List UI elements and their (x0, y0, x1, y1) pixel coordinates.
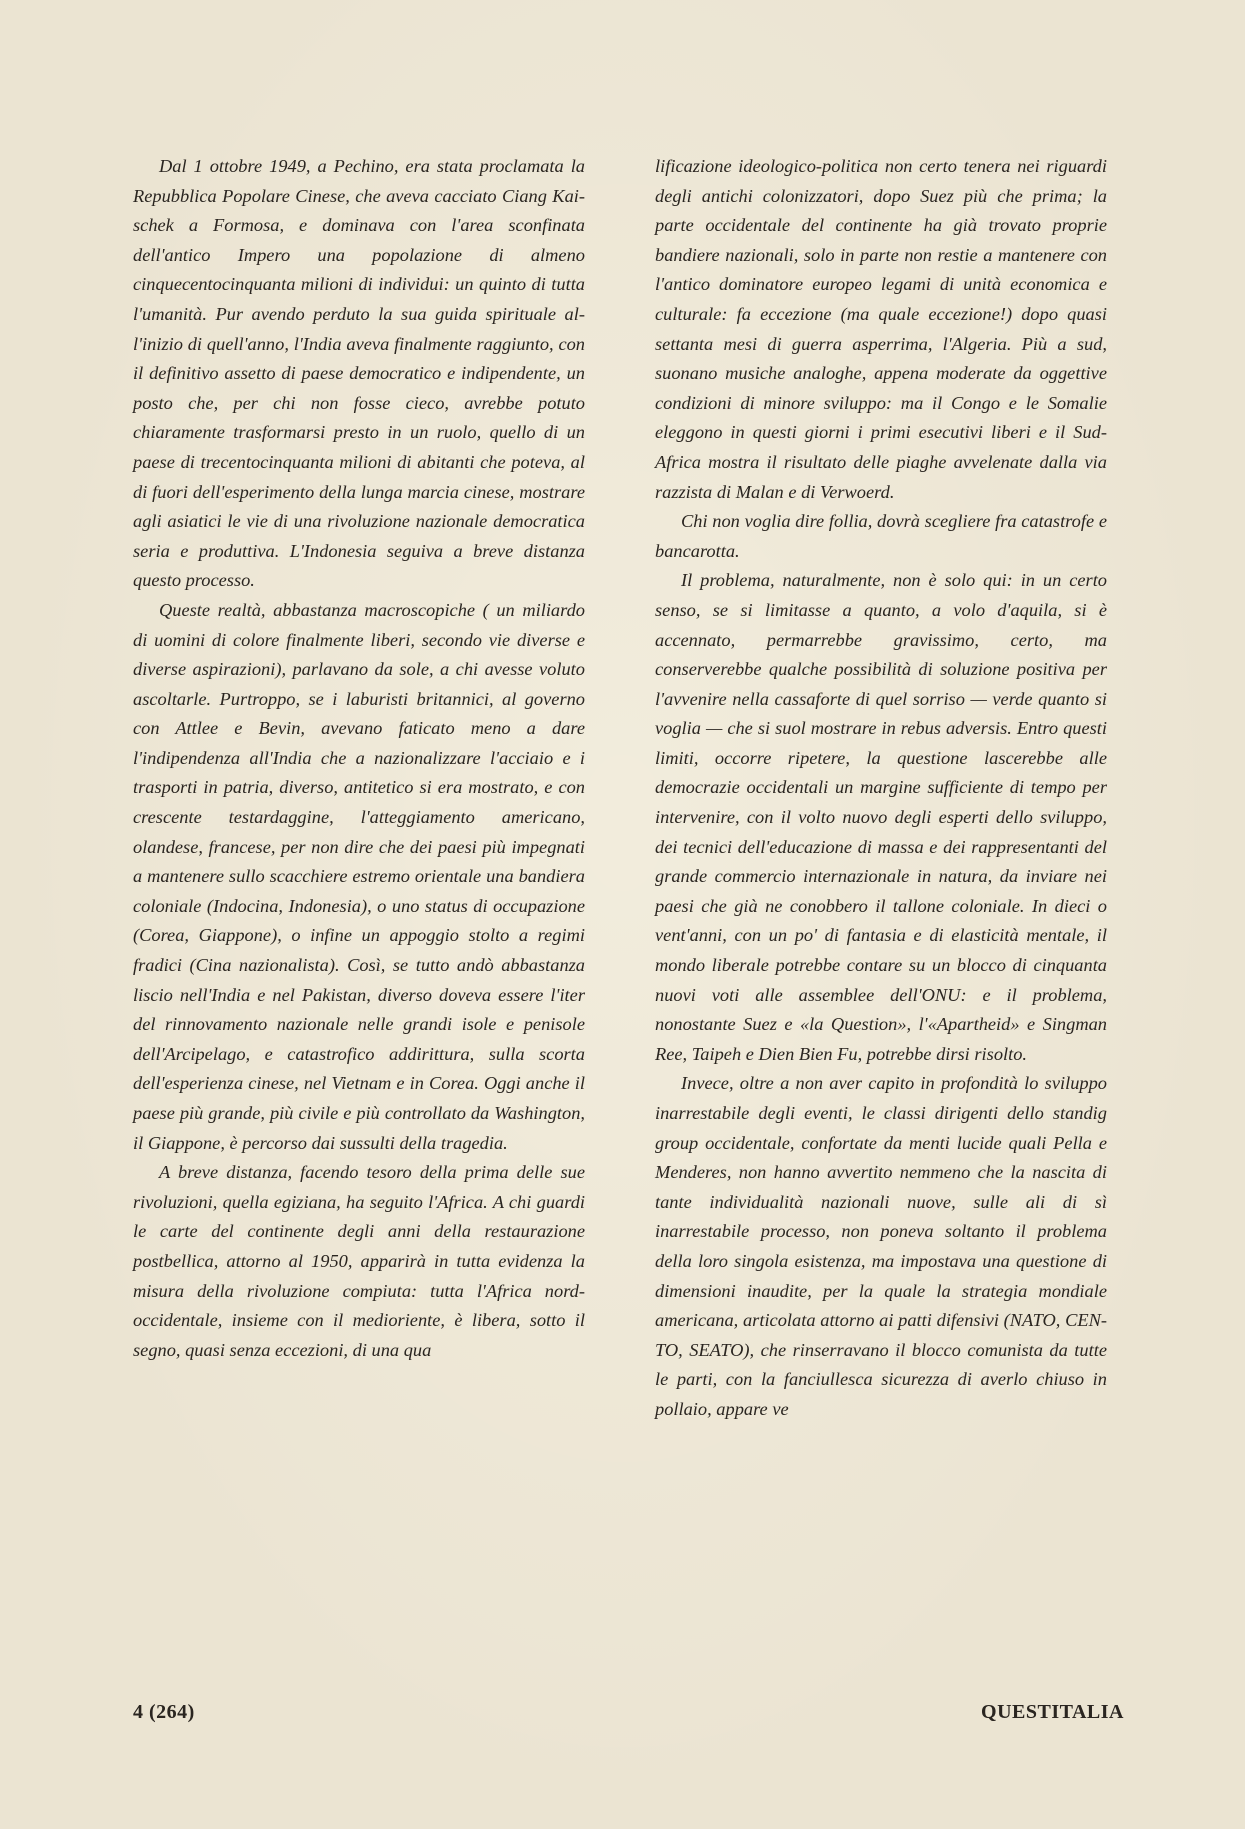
right-text-column (655, 152, 1107, 1425)
paragraph: Chi non voglia dire follia, dovrà scegliere fra catastrofe e bancarotta. (655, 511, 1107, 561)
left-text-column (133, 152, 585, 1365)
page-number: 4 (264) (133, 1701, 195, 1723)
paragraph: Dal 1 ottobre 1949, a Pechino, era stata proclamata la Repubblica Popolare Cinese, che aveva cacciato Ciang Kai-schek a Formosa, e dominava con l'area sconfinata dell'antico Impero una popolazione di almeno cinquecentocinquanta milioni di individui: un quinto di tutta l'umanità. Pur avendo perduto la sua guida spirituale all'inizio di quell'anno, l'India aveva finalmente raggiunto, con il definitivo assetto di paese democratico e indipendente, un posto che, per chi non fosse cieco, avrebbe potuto chiaramente trasformarsi presto in un ruolo, quello di un paese di trecentocinquanta milioni di abitanti che poteva, al di fuori dell'esperimento della lunga marcia cinese, mostrare agli asiatici le vie di una rivoluzione nazionale democratica seria e produttiva. L'Indonesia seguiva a breve distanza questo processo. (133, 156, 585, 591)
paragraph: Invece, oltre a non aver capito in profondità lo sviluppo inarrestabile degli eventi, le classi dirigenti dello standig group occidentale, confortate da menti lucide quali Pella e Menderes, non hanno avvertito nemmeno che la nascita di tante individualità nazionali nuove, sulle ali di sì inarrestabile processo, non poneva soltanto il problema della loro singola esistenza, ma impostava una questione di dimensioni inaudite, per la quale la strategia mondiale americana, articolata attorno ai patti difensivi (NATO, CENTO, SEATO), che rinserravano il blocco comunista da tutte le parti, con la fanciullesca sicurezza di averlo chiuso in pollaio, appare ve (655, 1073, 1107, 1419)
paragraph: Queste realtà, abbastanza macroscopiche ( un miliardo di uomini di colore finalmente liberi, secondo vie diverse e diverse aspirazioni), parlavano da sole, a chi avesse voluto ascoltarle. Purtroppo, se i laburisti britannici, al governo con Attlee e Bevin, avevano faticato meno a dare l'indipendenza all'India che a nazionalizzare l'acciaio e i trasporti in patria, diverso, antitetico si era mostrato, e con crescente testardaggine, l'atteggiamento americano, olandese, francese, per non dire che dei paesi più impegnati a mantenere sullo scacchiere estremo orientale una bandiera coloniale (Indocina, Indonesia), o uno status di occupazione (Corea, Giappone), o infine un appoggio stolto a regimi fradici (Cina nazionalista). Così, se tutto andò abbastanza liscio nell'India e nel Pakistan, diverso doveva essere l'iter del rinnovamento nazionale nelle grandi isole e penisole dell'Arcipelago, e catastrofico addirittura, sulla scorta dell'esperienza cinese, nel Vietnam e in Corea. Oggi anche il paese più grande, più civile e più controllato da Washington, il Giappone, è percorso dai sussulti della tragedia. (133, 599, 585, 1153)
paragraph-continued: lificazione ideologico-politica non certo tenera nei riguardi degli antichi colonizzatori, dopo Suez più che prima; la parte occidentale del continente ha già trovato proprie bandiere nazionali, solo in parte non restie a mantenere con l'antico dominatore europeo legami di unità economica e culturale: fa eccezione (ma quale eccezione!) dopo quasi settanta mesi di guerra asperrima, l'Algeria. Più a sud, suonano musiche analoghe, appena moderate da oggettive condizioni di minore sviluppo: ma il Congo e le Somalie eleggono in questi giorni i primi esecutivi liberi e il Sud-Africa mostra il risultato delle piaghe avvelenate dalla via razzista di Malan e di Verwoerd. (655, 156, 1107, 502)
paragraph: A breve distanza, facendo tesoro della prima delle sue rivoluzioni, quella egiziana, ha seguito l'Africa. A chi guardi le carte del continente degli anni della restaurazione postbellica, attorno al 1950, apparirà in tutta evidenza la misura della rivoluzione compiuta: tutta l'Africa nord-occidentale, insieme con il medioriente, è libera, sotto il segno, quasi senza eccezioni, di una qua (133, 1162, 585, 1360)
magazine-masthead: QUESTITALIA (981, 1701, 1124, 1723)
paragraph: Il problema, naturalmente, non è solo qui: in un certo senso, se si limitasse a quanto, a volo d'aquila, si è accennato, permarrebbe gravissimo, certo, ma conserverebbe qualche possibilità di soluzione positiva per l'avvenire nella cassaforte di quel sorriso — verde quanto si voglia — che si suol mostrare in rebus adversis. Entro questi limiti, occorre ripetere, la questione lascerebbe alle democrazie occidentali un margine sufficiente di tempo per intervenire, con il volto nuovo degli esperti dello sviluppo, dei tecnici dell'educazione di massa e dei rappresentanti del grande commercio internazionale in natura, da inviare nei paesi che già ne conobbero il tallone coloniale. In dieci o vent'anni, con un po' di fantasia e di elasticità mentale, il mondo liberale potrebbe contare su un blocco di cinquanta nuovi voti alle assemblee dell'ONU: e il problema, nonostante Suez e «la Question», l'«Apartheid» e Singman Ree, Taipeh e Dien Bien Fu, potrebbe dirsi risolto. (655, 570, 1107, 1064)
